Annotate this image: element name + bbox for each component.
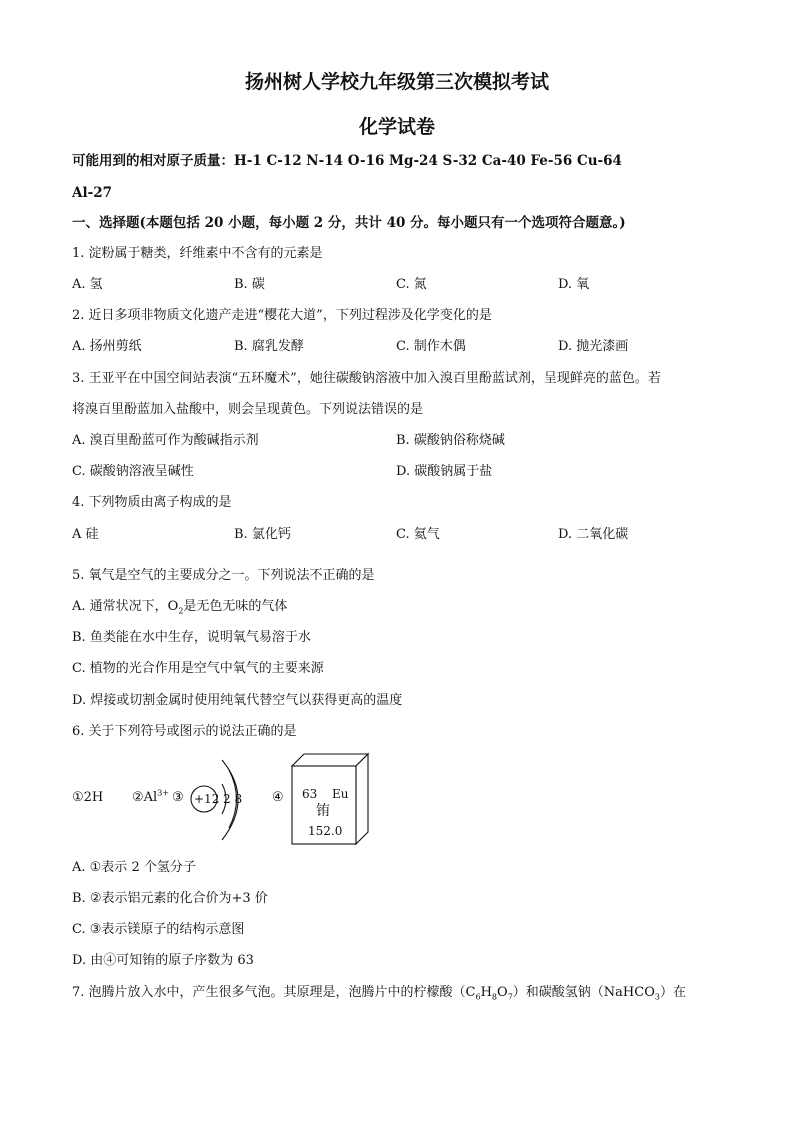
q3-option-b: B. 碳酸钠俗称烧碱 <box>396 433 505 448</box>
q2-stem: 2. 近日多项非物质文化遗产走进“樱花大道”，下列过程涉及化学变化的是 <box>72 308 492 323</box>
q1-option-a: A. 氢 <box>72 277 103 292</box>
q3-option-a: A. 溴百里酚蓝可作为酸碱指示剂 <box>72 433 259 448</box>
card-atomic-mass: 152.0 <box>308 824 343 838</box>
q1-stem: 1. 淀粉属于糖类，纤维素中不含有的元素是 <box>72 246 323 261</box>
q4-option-a: A 硅 <box>72 527 99 542</box>
card-side-face <box>356 754 368 844</box>
symbol-3: ③ <box>172 790 184 805</box>
nucleus-charge: +12 <box>194 792 220 806</box>
q6-option-b: B. ②表示铝元素的化合价为+3 价 <box>72 891 268 906</box>
q5-option-b: B. 鱼类能在水中生存，说明氧气易溶于水 <box>72 630 311 645</box>
q4-option-b: B. 氯化钙 <box>234 527 291 542</box>
atomic-masses-line1: 可能用到的相对原子质量：H-1 C-12 N-14 O-16 Mg-24 S-32 Ca-40 Fe-56 Cu-64 <box>72 153 622 169</box>
q2-option-b: B. 腐乳发酵 <box>234 339 304 354</box>
exam-title: 扬州树人学校九年级第三次模拟考试 <box>244 71 549 93</box>
q4-option-c: C. 氦气 <box>396 527 440 542</box>
q6-option-d: D. 由④可知铕的原子序数为 63 <box>72 953 254 968</box>
q1-option-b: B. 碳 <box>234 277 265 292</box>
q3-option-c: C. 碳酸钠溶液呈碱性 <box>72 464 194 479</box>
q4-stem: 4. 下列物质由离子构成的是 <box>72 495 232 510</box>
q2-option-c: C. 制作木偶 <box>396 339 466 354</box>
symbol-al3plus: $②Al^{3+}$ <box>132 788 169 805</box>
card-element-symbol: Eu <box>332 787 349 801</box>
shell-electrons: 2 8 <box>223 792 243 806</box>
card-atomic-number: 63 <box>302 787 318 801</box>
q7-stem: 7. 泡腾片放入水中，产生很多气泡。其原理是，泡腾片中的柠檬酸$(C_6H_8O_7)$和碳酸氢钠（NaHCO$_3$）在 <box>72 985 686 1002</box>
card-element-name: 铕 <box>316 803 330 819</box>
q1-option-d: D. 氧 <box>558 277 590 292</box>
q2-option-a: A. 扬州剪纸 <box>72 339 142 354</box>
card-top-face <box>292 754 368 766</box>
symbol-2h: ①2H <box>72 790 104 805</box>
atomic-masses-line2: Al-27 <box>72 185 112 201</box>
q1-option-c: C. 氮 <box>396 277 427 292</box>
q5-option-d: D. 焊接或切割金属时使用纯氧代替空气以获得更高的温度 <box>72 693 403 708</box>
q4-option-d: D. 二氧化碳 <box>558 527 629 542</box>
q6-option-a: A. ①表示 2 个氢分子 <box>72 860 196 875</box>
q6-stem: 6. 关于下列符号或图示的说法正确的是 <box>72 724 297 739</box>
q6-option-c: C. ③表示镁原子的结构示意图 <box>72 922 245 937</box>
section-heading: 一、选择题(本题包括 20 小题，每小题 2 分，共计 40 分。每小题只有一个选项符合题意。) <box>72 215 626 231</box>
exam-subtitle: 化学试卷 <box>358 116 435 138</box>
q3-stem-line1: 3. 王亚平在中国空间站表演“五环魔术”，她往碳酸钠溶液中加入溴百里酚蓝试剂，呈现鲜亮的蓝色。若 <box>72 371 661 386</box>
q6-figure <box>70 752 370 847</box>
q3-stem-line2: 将溴百里酚蓝加入盐酸中，则会呈现黄色。下列说法错误的是 <box>72 402 424 417</box>
q2-option-d: D. 抛光漆画 <box>558 339 629 354</box>
symbol-4: ④ <box>272 790 284 805</box>
q5-stem: 5. 氧气是空气的主要成分之一。下列说法不正确的是 <box>72 568 375 583</box>
q5-option-c: C. 植物的光合作用是空气中氧气的主要来源 <box>72 661 324 676</box>
q5-option-a: A. 通常状况下，$O_2$是无色无味的气体 <box>72 599 288 616</box>
q3-option-d: D. 碳酸钠属于盐 <box>396 464 493 479</box>
